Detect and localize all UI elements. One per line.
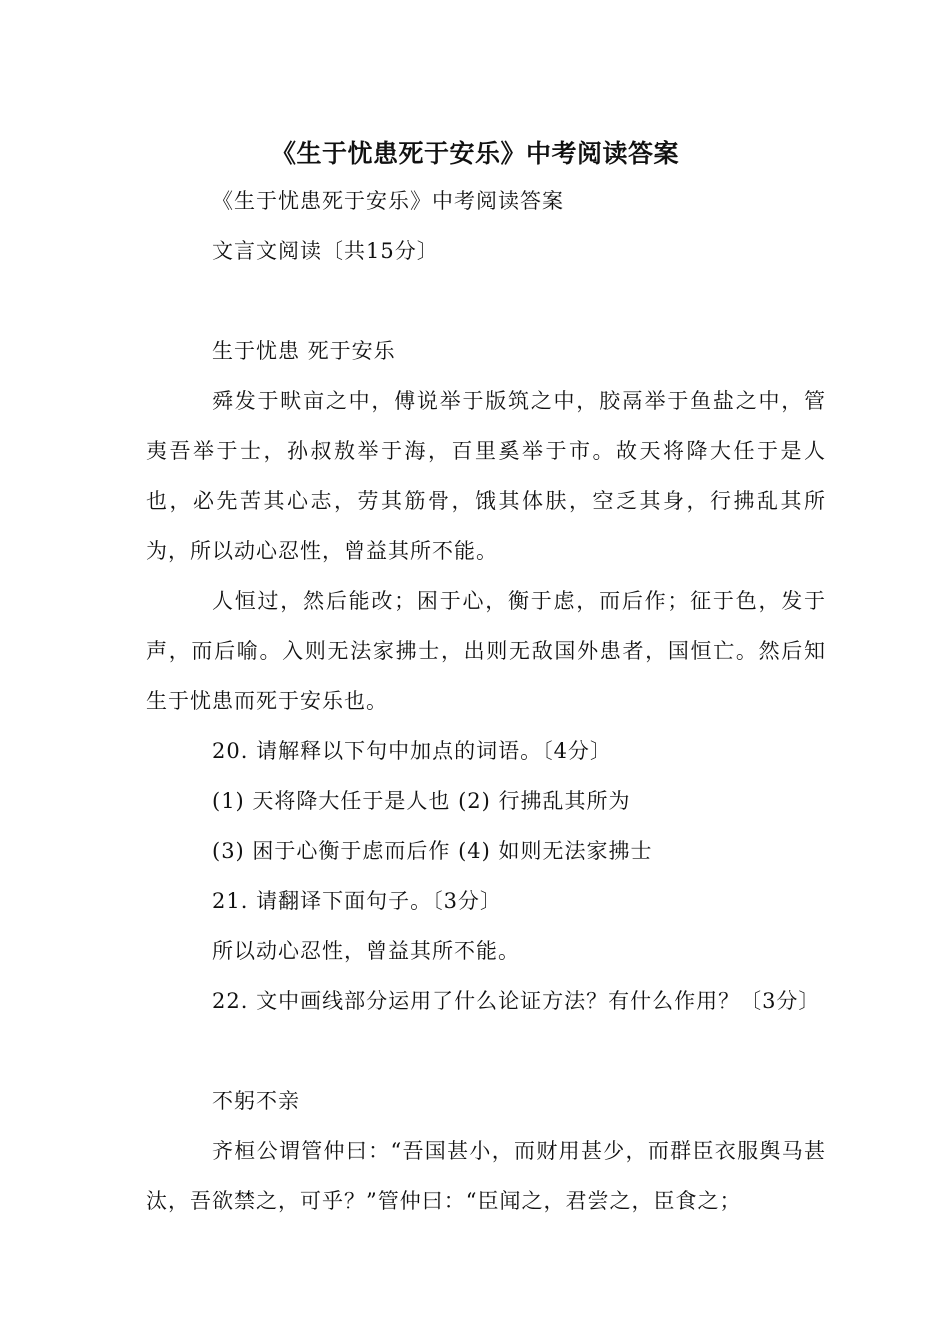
section-heading: 文言文阅读〔共15分〕 xyxy=(212,239,439,263)
passage2-title: 不躬不亲 xyxy=(212,1089,300,1113)
document-subtitle: 《生于忧患死于安乐》中考阅读答案 xyxy=(212,189,564,213)
question-21: 21. 请翻译下面句子。〔3分〕 xyxy=(212,889,502,913)
passage1-paragraph-1: 舜发于畎亩之中，傅说举于版筑之中，胶鬲举于鱼盐之中，管夷吾举于士，孙叔敖举于海，百里奚举于市。故天将降大任于是人也，必先苦其心志，劳其筋骨，饿其体肤，空乏其身，行拂乱其所为，所以动心忍性，曾益其所不能。 xyxy=(146,389,826,563)
passage2-paragraph-1: 齐桓公谓管仲曰：“吾国甚小，而财用甚少，而群臣衣服舆马甚汰，吾欲禁之，可乎？”管仲曰：“臣闻之，君尝之，臣食之； xyxy=(146,1139,826,1213)
document-title: 《生于忧患死于安乐》中考阅读答案 xyxy=(270,139,679,168)
question-20-items-a: (1) 天将降大任于是人也 (2) 行拂乱其所为 xyxy=(212,789,631,813)
question-21-sentence: 所以动心忍性，曾益其所不能。 xyxy=(212,939,520,963)
question-22: 22. 文中画线部分运用了什么论证方法？有什么作用？〔3分〕 xyxy=(212,989,821,1013)
question-20-items-b: (3) 困于心衡于虑而后作 (4) 如则无法家拂士 xyxy=(212,839,653,863)
question-20: 20. 请解释以下句中加点的词语。〔4分〕 xyxy=(212,739,612,763)
passage1-title: 生于忧患 死于安乐 xyxy=(212,339,396,363)
passage1-paragraph-2: 人恒过，然后能改；困于心，衡于虑，而后作；征于色，发于声，而后喻。入则无法家拂士，出则无敌国外患者，国恒亡。然后知生于忧患而死于安乐也。 xyxy=(146,589,826,713)
